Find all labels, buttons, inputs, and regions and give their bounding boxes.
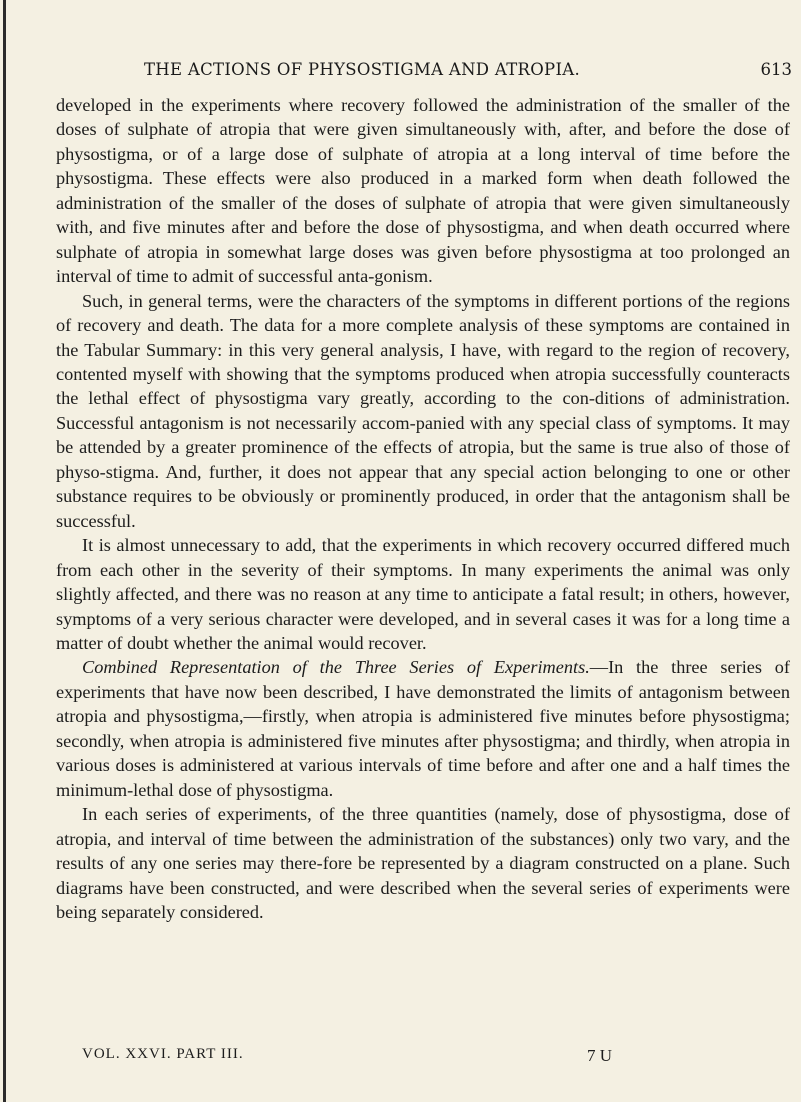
paragraph-5: In each series of experiments, of the three quantities (namely, dose of physostigma, dose of atropia, and interval of time between the administration of the substances) only two vary, and the results of any one series may there-fore be represented by a diagram constructed on a plane. Such diagrams have been constructed, and were described when the several series of experiments were being separately considered. [56, 804, 790, 922]
page-number: 613 [760, 60, 792, 79]
body-text [56, 93, 790, 924]
paragraph-4 [56, 655, 790, 802]
paragraph-4-text: —In the three series of experiments that have now been described, I have demonstrated the limits of antagonism between atropia and physostigma,—firstly, when atropia is administered five minutes before physostigma; secondly, when atropia is administered five minutes after physostigma; and thirdly, when atropia in various doses is administered at various intervals of time before and after one and a half times the minimum-lethal dose of physostigma. [56, 657, 791, 800]
signature-mark: 7 U [587, 1046, 613, 1065]
paragraph-1: developed in the experiments where recovery followed the administration of the smaller of the doses of sulphate of atropia that were given simultaneously with, after, and before the dose of physostigma, or of a large dose of sulphate of atropia at a long interval of time before the physostigma. These effects were also produced in a marked form when death followed the administration of the smaller of the doses of sulphate of atropia that were given simultaneously with, and five minutes after and before the dose of physostigma, and when death occurred where sulphate of atropia in somewhat large doses was given before physostigma at too prolonged an interval of time to admit of successful anta-gonism. [56, 95, 790, 287]
page-edge-line [3, 0, 6, 1102]
page-footer [82, 1046, 722, 1070]
paragraph-2: Such, in general terms, were the characters of the symptoms in different portions of the regions of recovery and death. The data for a more complete analysis of these symptoms are contained in the Tabular Summary: in this very general analysis, I have, with regard to the region of recovery, contented myself with showing that the symptoms produced when atropia successfully counteracts the lethal effect of physostigma vary greatly, according to the con-ditions of administration. Successful antagonism is not necessarily accom-panied with any special class of symptoms. It may be attended by a greater prominence of the effects of atropia, but the same is true also of those of physo-stigma. And, further, it does not appear that any special action belonging to one or other substance requires to be obviously or prominently produced, in order that the antagonism shall be successful. [56, 290, 790, 531]
paragraph-3: It is almost unnecessary to add, that the experiments in which recovery occurred differed much from each other in the severity of their symptoms. In many experiments the animal was only slightly affected, and there was no reason at any time to anticipate a fatal result; in others, however, symptoms of a very serious character were developed, and in several cases it was for a long time a matter of doubt whether the animal would recover. [56, 535, 790, 653]
page-header [60, 60, 796, 86]
volume-label: VOL. XXVI. PART III. [82, 1046, 244, 1062]
section-heading: Combined Representation of the Three Series of Experiments. [82, 657, 590, 678]
running-title: THE ACTIONS OF PHYSOSTIGMA AND ATROPIA. [144, 60, 581, 79]
